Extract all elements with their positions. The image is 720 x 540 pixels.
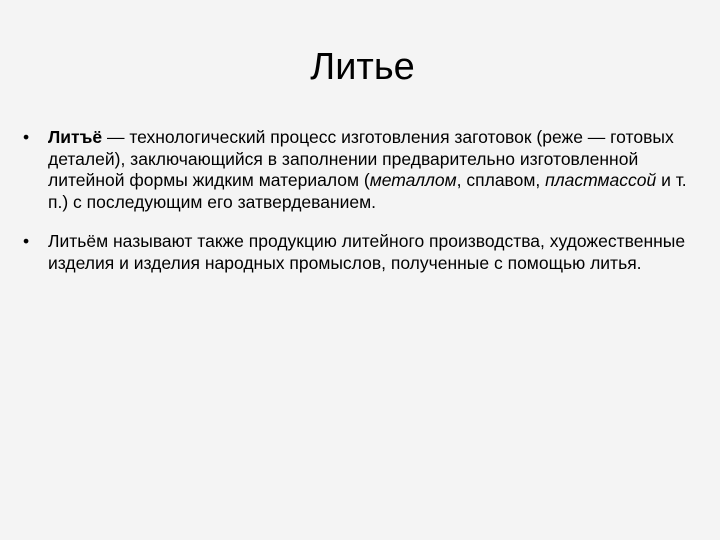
bullet-item [23,127,698,213]
slide-title: Литье [310,46,415,88]
link-metal: металлом [369,170,457,190]
bullet-icon: • [23,231,30,251]
definition-text-part-1: — технологический процесс изготовления заготовок (реже — готовых деталей), заключающийся в заполнении предварительно изготовленной литейной формы жидким материалом ( [48,127,674,190]
bullet-list [23,127,703,292]
bullet-text: Литьём называют также продукцию литейного производства, художественные изделия и изделия народных промыслов, полученные с помощью литья. [48,231,686,273]
definition-text-part-2: , сплавом, [456,170,546,190]
definition-text-part-3: и т. п.) с последующим его затвердеванием. [48,170,687,212]
bullet-item [23,231,698,274]
bullet-icon: • [23,127,30,147]
link-plastic: пластмассой [545,170,657,190]
term-casting: Литъё [48,127,103,147]
